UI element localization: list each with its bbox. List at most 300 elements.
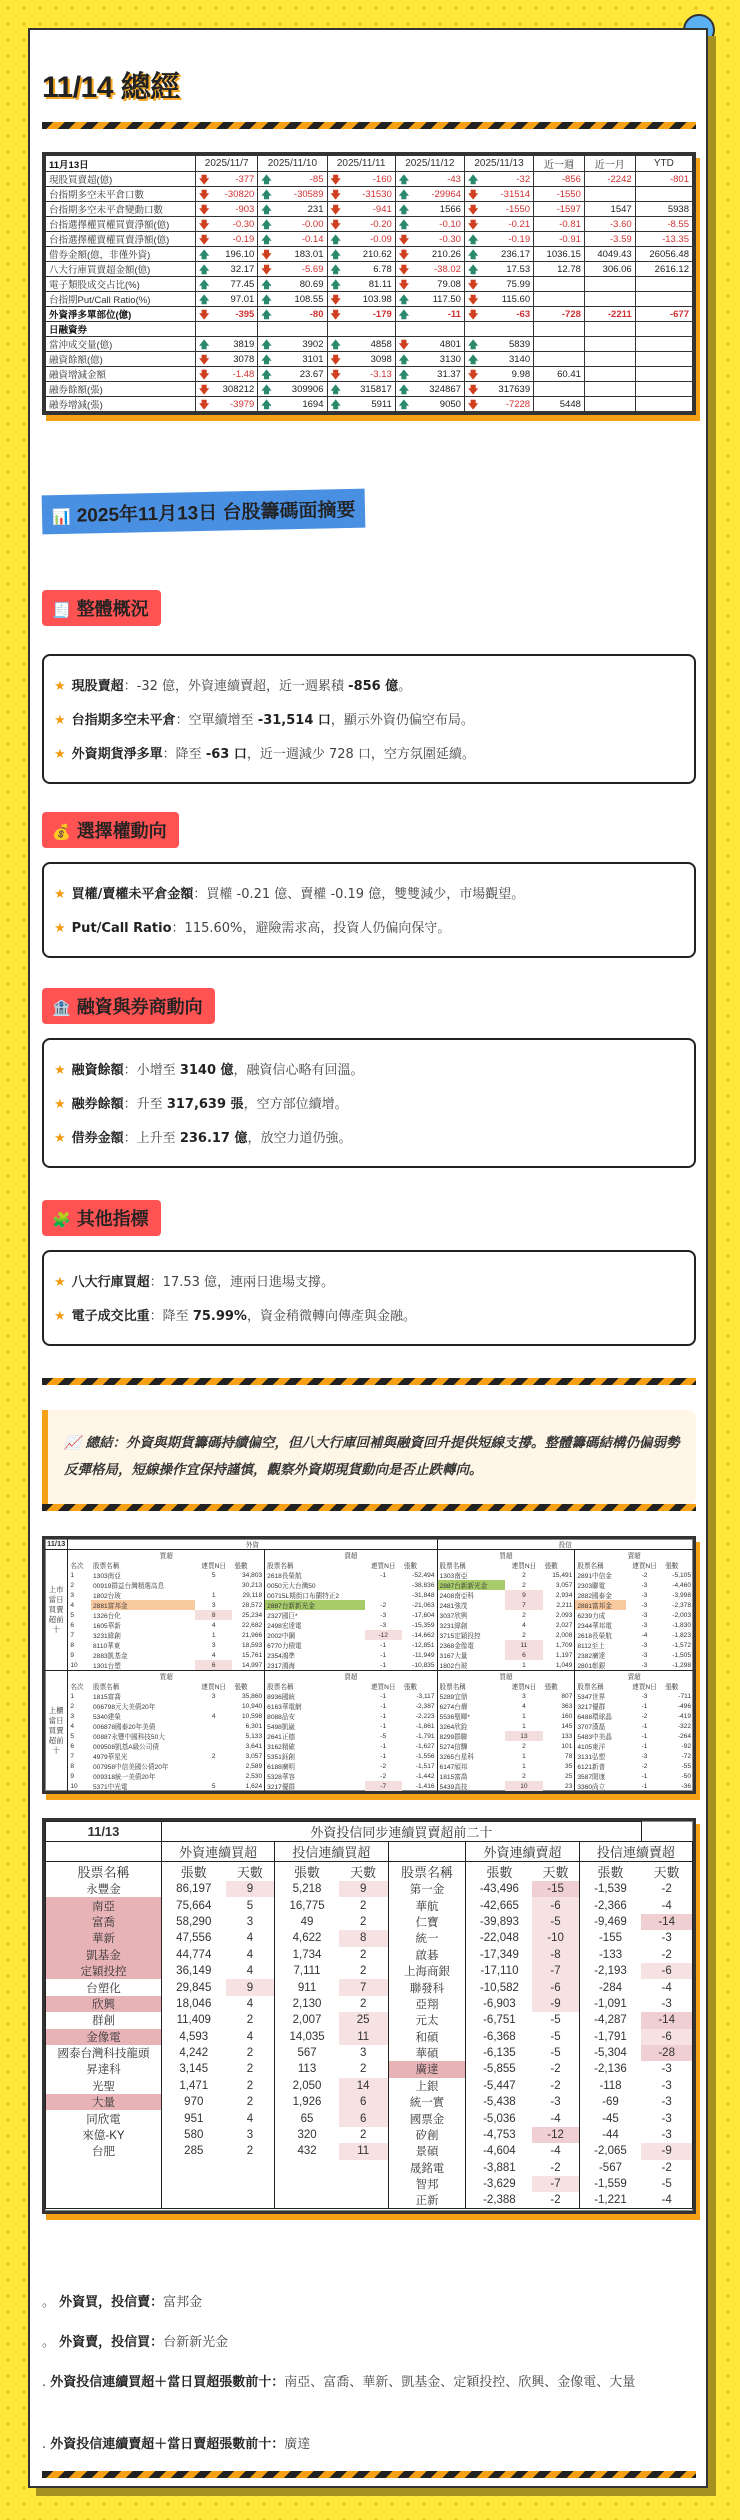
week-cell xyxy=(534,277,585,292)
value-cell: 🡅 6.78 xyxy=(327,262,395,277)
star-icon: ★ xyxy=(54,1097,66,1112)
arrow-up-icon: 🡅 xyxy=(330,280,341,291)
arrow-up-icon: 🡅 xyxy=(330,340,341,351)
arrow-up-icon: 🡅 xyxy=(330,235,341,246)
table-row: 南亞 75,664 5 16,775 2 華航 -42,665 -6 -2,366 -4 xyxy=(46,1897,693,1913)
arrow-down-icon: 🡇 xyxy=(467,370,479,381)
value-cell: 🡇 -31514 xyxy=(464,187,533,202)
month-cell: -3.59 xyxy=(584,232,635,247)
table-row: 6 009508凱基A級公司債 3,641 3162精確 -1 -1,627 5274信驊 2 101 4105東洋 -1 -92 xyxy=(70,1742,691,1751)
value-cell: 🡇 103.98 xyxy=(327,292,395,307)
value-cell: 🡇 -5.69 xyxy=(258,262,327,277)
section-header: 💰 選擇權動向 xyxy=(42,812,179,848)
bullet-item: ★ 電子成交比重：降至 75.99%，資金稍微轉向傳產與金融。 xyxy=(54,1309,416,1324)
value-cell: 🡇 -1550 xyxy=(464,202,533,217)
table-row: 4 006878國泰20年美債 6,301 5498凱崴 -1 -1,861 3264欣銓 1 145 3707漢磊 -1 -322 xyxy=(70,1722,691,1731)
arrow-up-icon: 🡅 xyxy=(261,370,272,381)
value-cell: 🡅 309906 xyxy=(258,382,327,397)
row-label: 融資餘額(億) xyxy=(46,352,196,367)
arrow-down-icon: 🡇 xyxy=(199,370,210,381)
table-row: 6 1605華新 4 22,682 2498宏達電 -3 -15,359 3231緯創 4 2,027 2344華邦電 -3 -1,830 xyxy=(70,1621,691,1630)
week-cell: 12.78 xyxy=(534,262,585,277)
month-cell: -3.60 xyxy=(584,217,635,232)
arrow-up-icon: 🡅 xyxy=(398,400,410,411)
arrow-down-icon: 🡇 xyxy=(261,250,272,261)
table-row: 3 5340建榮 4 10,598 8088品安 -1 -2,223 5536聖暉* 1 160 6488環球晶 -2 -419 xyxy=(70,1712,691,1721)
ytd-cell xyxy=(635,367,692,382)
month-cell: 306.06 xyxy=(584,262,635,277)
value-cell: 🡅 5911 xyxy=(327,397,395,412)
value-cell: 🡇 -31530 xyxy=(327,187,395,202)
value-cell: 🡅 3819 xyxy=(196,337,258,352)
table-row xyxy=(46,382,693,397)
arrow-down-icon: 🡇 xyxy=(261,265,272,276)
table-row: 4 2881富邦金 3 28,572 2887台新新光金 -2 -21,063 2481強茂 7 2,211 2881富邦金 -3 -2,378 xyxy=(70,1601,691,1610)
table-row xyxy=(46,292,693,307)
bullet-item: ★ 現股賣超：-32 億，外資連續賣超，近一週累積 -856 億。 xyxy=(54,679,412,694)
star-icon: ★ xyxy=(54,1275,66,1290)
value-cell: 🡇 -0.21 xyxy=(464,217,533,232)
table-row: 5 1326台化 8 25,234 2327國巨* -3 -17,604 3037欣興 2 2,093 6239力成 -3 -2,003 xyxy=(70,1611,691,1620)
value-cell: 🡅 3101 xyxy=(258,352,327,367)
month-cell xyxy=(584,382,635,397)
value-cell: 🡅 -0.09 xyxy=(327,232,395,247)
table-row: 7 4979華星光 2 3,057 5351鈺創 -1 -1,556 3265台星科 1 78 3131弘塑 -3 -72 xyxy=(70,1752,691,1761)
row-label: 現股買賣超(億) xyxy=(46,172,196,187)
star-icon: ★ xyxy=(54,1131,66,1146)
week-cell xyxy=(534,352,585,367)
table-row: 8 007958中信美國公債20年 2,589 6188廣明 -2 -1,517 6147頎邦 1 35 6121新普 -2 -55 xyxy=(70,1762,691,1771)
arrow-up-icon: 🡅 xyxy=(261,310,272,321)
value-cell: 🡇 -160 xyxy=(327,172,395,187)
arrow-down-icon: 🡇 xyxy=(330,175,341,186)
value-cell: 🡅 3130 xyxy=(395,352,464,367)
bullet-item: ★ 借券金額：上升至 236.17 億，放空力道仍強。 xyxy=(54,1131,352,1146)
ytd-cell xyxy=(635,352,692,367)
table-row xyxy=(46,322,693,337)
row-label: 台指期多空未平倉口數 xyxy=(46,187,196,202)
table-row: 同欣電 951 4 65 6 國票金 -5,036 -4 -45 -3 xyxy=(46,2110,693,2126)
arrow-up-icon: 🡅 xyxy=(261,280,272,291)
ytd-cell xyxy=(635,187,692,202)
value-cell xyxy=(196,322,258,337)
value-cell: 🡇 -179 xyxy=(327,307,395,322)
value-cell: 🡅 23.67 xyxy=(258,367,327,382)
ranking-table: 11/13 外資 投信 上市當日買賣超前十 買超 賣超 買超 賣超 名次 股票名稱 連買N日 張數 股票名稱 連買N日 張數 股票名稱 連買N日 張數 股票名稱 連買N日 張數 1 1303南亞 5 34,803 2618長榮航 -1 -52,494 1303南亞 2 15,491 2891中信金 -2 -5,105 2 00919群益台灣精選高息 30,213 0050元大台灣50 -38,836 2887台新新光金 2 3,057 2303聯電 -3 -4,460 3 1802台玻 1 29,118 00715L期街口布蘭特正2 -31,848 2408南亞科 9 2,934 2882國泰金 -3 -3,998 4 2881富邦金 3 28,572 2887台新新光金 -2 -21,063 2481強茂 7 2,211 2881富邦金 -3 -2,378 5 1326台化 8 25,234 2327國巨* -3 -17,604 3037欣興 2 2,093 6239力成 -3 -2,003 6 1605華新 4 22,682 2498宏達電 -3 -15,359 3231緯創 4 2,027 2344華邦電 -3 -1,830 7 3231緯創 1 21,966 2002中鋼 -12 -14,662 3715定穎投控 2 2,008 2618長榮航 -4 -1,823 8 8110華東 3 18,593 6770力積電 -1 -12,851 2368金像電 11 1,709 8112至上 -3 -1,572 9 2883凱基金 4 15,761 2354鴻準 -1 -11,949 3167大量 6 1,197 2382廣達 -3 -1,505 10 1301台塑 6 14,997 2317鴻海 -1 -10,835 1802台玻 1 1,049 2801彰銀 -3 -1,298 上櫃當日買賣超前十 買超 賣超 買超 賣超 名次 股票名稱 連買N日 張數 股票名稱 連買N日 張數 股票名稱 連買N日 張數 股票名稱 連買N日 張數 1 1815富喬 3 35,860 8936國統 -1 -3,117 5289宜鼎 3 807 5347世界 -3 -711 2 006798元大美債20年 10,940 6163華電網 -1 -2,387 6274台燿 4 363 3217優群 -1 -496 3 5340建榮 4 10,598 8088品安 -1 -2,223 5536聖暉* 1 160 6488環球晶 -2 -419 4 006878國泰20年美債 6,301 5498凱崴 -1 -1,861 3264欣銓 1 145 3707漢磊 -1 -322 5 00887永豐中國科技50大 5,133 2641正德 -5 -1,791 8299群聯 13 133 5483中美晶 -1 -264 6 009508凱基A級公司債 3,641 3162精確 -1 -1,627 5274信驊 2 101 4105東洋 -1 -92 7 4979華星光 2 3,057 5351鈺創 -1 -1,556 3265台星科 1 78 3131弘塑 -3 -72 8 007958中信美國公債20年 2,589 6188廣明 -2 -1,517 6147頎邦 1 35 6121新普 -2 -55 9 009318統一美債20年 2,530 5328華容 -2 -1,442 1815富喬 2 25 3587閎康 -1 -50 10 5371中光電 5 1,624 3217優群 -7 -1,416 5439高技 10 23 3360尚立 -1 -36 xyxy=(47,1539,691,1791)
value-cell: 🡅 -80 xyxy=(258,307,327,322)
value-cell: 🡅 236.17 xyxy=(464,247,533,262)
table-row: 10 5371中光電 5 1,624 3217優群 -7 -1,416 5439高技 10 23 3360尚立 -1 -36 xyxy=(70,1782,691,1791)
section-header: 🧩 其他指標 xyxy=(42,1200,161,1236)
arrow-up-icon: 🡅 xyxy=(467,340,479,351)
arrow-down-icon: 🡇 xyxy=(398,280,410,291)
value-cell: 🡇 9.98 xyxy=(464,367,533,382)
value-cell: 🡅 117.50 xyxy=(395,292,464,307)
star-icon: ★ xyxy=(54,1063,66,1078)
arrow-down-icon: 🡇 xyxy=(199,310,210,321)
table-row: 3 1802台玻 1 29,118 00715L期街口布蘭特正2 -31,848 2408南亞科 9 2,934 2882國泰金 -3 -3,998 xyxy=(70,1591,691,1600)
row-label: 電子類股成交占比(%) xyxy=(46,277,196,292)
value-cell: 🡇 -395 xyxy=(196,307,258,322)
table-row: 凱基金 44,774 4 1,734 2 啟碁 -17,349 -8 -133 -2 xyxy=(46,1947,693,1963)
hazard-divider xyxy=(42,1378,696,1385)
ytd-cell: -801 xyxy=(635,172,692,187)
arrow-down-icon: 🡇 xyxy=(398,340,410,351)
ranking-table-image xyxy=(42,1536,696,1794)
value-cell: 🡅 -30589 xyxy=(258,187,327,202)
bullet-item: ★ 外資期貨淨多單：降至 -63 口，近一週減少 728 口，空方氛圍延續。 xyxy=(54,747,475,762)
table-row xyxy=(46,217,693,232)
macro-table-image xyxy=(42,152,696,415)
ytd-cell: -677 xyxy=(635,307,692,322)
week-cell: 1036.15 xyxy=(534,247,585,262)
value-cell: 🡅 1566 xyxy=(395,202,464,217)
value-cell: 🡇 -3.13 xyxy=(327,367,395,382)
arrow-up-icon: 🡅 xyxy=(199,280,210,291)
value-cell xyxy=(464,322,533,337)
bullet-item: ★ 八大行庫買超：17.53 億，連兩日進場支撐。 xyxy=(54,1275,335,1290)
table-row: 台肥 285 2 432 11 景碩 -4,604 -4 -2,065 -9 xyxy=(46,2143,693,2159)
ytd-cell xyxy=(635,337,692,352)
value-cell: 🡅 -0.10 xyxy=(395,217,464,232)
arrow-up-icon: 🡅 xyxy=(467,250,479,261)
table-row: 9 2883凱基金 4 15,761 2354鴻準 -1 -11,949 3167大量 6 1,197 2382廣達 -3 -1,505 xyxy=(70,1651,691,1660)
star-icon: ★ xyxy=(54,713,66,728)
sync-table: 11/13 外資投信同步連續買賣超前二十 外資連續買超 投信連續買超 外資連續賣超 投信連續賣超 股票名稱 張數 天數 張數 天數 股票名稱 張數 天數 張數 天數 永豐金 86,197 9 5,218 9 第一金 -43,496 -15 -1,539 -2 南亞 75,664 5 16,775 2 華航 -42,665 -6 -2,366 -4 富喬 58,290 3 49 2 仁寶 -39,893 -5 -9,469 -14 華新 47,556 4 4,622 8 統一 -22,048 -10 -155 -3 凱基金 44,774 4 1,734 2 啟碁 -17,349 -8 -133 -2 定穎投控 36,149 4 7,111 2 上海商銀 -17,110 -7 -2,193 -6 台塑化 29,845 9 911 7 聯發科 -10,582 -6 -284 -4 欣興 18,046 4 2,130 2 亞翔 -6,903 -9 -1,091 -3 群創 11,409 2 2,007 25 元太 -6,751 -5 -4,287 -14 金像電 4,593 4 14,035 11 和碩 -6,368 -5 -1,791 -6 國泰台灣科技龍頭 4,242 2 567 3 華碩 -6,135 -5 -5,304 -28 昇達科 3,145 2 113 2 廣達 -5,855 -2 -2,136 -3 光聖 1,471 2 2,050 14 上銀 -5,447 -2 -118 -3 大量 970 2 1,926 6 統一實 -5,438 -3 -69 -3 同欣電 951 4 65 6 國票金 -5,036 -4 -45 -3 來億-KY 580 3 320 2 矽創 -4,753 -12 -44 -3 台肥 285 2 432 11 景碩 -4,604 -4 -2,065 -9 晟銘電 -3,881 -2 -567 -2 智邦 -3,629 -7 -1,559 -5 正新 -2,388 -2 -1,221 -4 xyxy=(45,1821,693,2211)
month-cell xyxy=(584,352,635,367)
star-icon: ★ xyxy=(54,921,66,936)
value-cell: 🡅 97.01 xyxy=(196,292,258,307)
table-row xyxy=(46,172,693,187)
table-row: 1 1303南亞 5 34,803 2618長榮航 -1 -52,494 1303南亞 2 15,491 2891中信金 -2 -5,105 xyxy=(70,1571,691,1580)
column-header: YTD xyxy=(635,156,692,172)
money-bag-icon: 💰 xyxy=(52,824,71,841)
value-cell: 🡅 1694 xyxy=(258,397,327,412)
arrow-down-icon: 🡇 xyxy=(330,205,341,216)
arrow-up-icon: 🡅 xyxy=(261,385,272,396)
arrow-up-icon: 🡅 xyxy=(261,220,272,231)
value-cell: 🡅 9050 xyxy=(395,397,464,412)
ytd-cell: -13.35 xyxy=(635,232,692,247)
section-box xyxy=(42,862,696,958)
value-cell: 🡅 -0.00 xyxy=(258,217,327,232)
ytd-cell: -8.55 xyxy=(635,217,692,232)
arrow-down-icon: 🡇 xyxy=(330,310,341,321)
content-card xyxy=(28,28,708,2488)
arrow-up-icon: 🡅 xyxy=(467,355,479,366)
star-icon: ★ xyxy=(54,887,66,902)
value-cell: 🡅 3140 xyxy=(464,352,533,367)
value-cell: 🡇 308212 xyxy=(196,382,258,397)
table-row: 晟銘電 -3,881 -2 -567 -2 xyxy=(46,2160,693,2176)
table-row xyxy=(46,247,693,262)
value-cell: 🡅 77.45 xyxy=(196,277,258,292)
row-label: 台指選擇權賣權買賣淨額(億) xyxy=(46,232,196,247)
hazard-divider xyxy=(42,2471,696,2478)
value-cell: 🡅 17.53 xyxy=(464,262,533,277)
arrow-down-icon: 🡇 xyxy=(398,250,410,261)
arrow-down-icon: 🡇 xyxy=(199,235,210,246)
table-row: 台塑化 29,845 9 911 7 聯發科 -10,582 -6 -284 -4 xyxy=(46,1979,693,1995)
receipt-icon: 🧾 xyxy=(52,602,71,619)
table-row: 5 00887永豐中國科技50大 5,133 2641正德 -5 -1,791 8299群聯 13 133 5483中美晶 -1 -264 xyxy=(70,1732,691,1741)
month-cell: -2242 xyxy=(584,172,635,187)
arrow-up-icon: 🡅 xyxy=(261,295,272,306)
arrow-down-icon: 🡇 xyxy=(467,220,479,231)
column-header: 2025/11/13 xyxy=(464,156,533,172)
table-row: 定穎投控 36,149 4 7,111 2 上海商銀 -17,110 -7 -2,193 -6 xyxy=(46,1963,693,1979)
column-header: 11月13日 xyxy=(46,156,196,172)
row-label: 台指期Put/Call Ratio(%) xyxy=(46,292,196,307)
arrow-up-icon: 🡅 xyxy=(398,355,410,366)
value-cell: 🡅 196.10 xyxy=(196,247,258,262)
row-label: 融券增減(張) xyxy=(46,397,196,412)
arrow-down-icon: 🡇 xyxy=(199,385,210,396)
arrow-up-icon: 🡅 xyxy=(261,175,272,186)
table-row: 來億-KY 580 3 320 2 矽創 -4,753 -12 -44 -3 xyxy=(46,2127,693,2143)
arrow-down-icon: 🡇 xyxy=(467,385,479,396)
arrow-up-icon: 🡅 xyxy=(261,235,272,246)
arrow-down-icon: 🡇 xyxy=(467,280,479,291)
value-cell: 🡅 31.37 xyxy=(395,367,464,382)
section-box xyxy=(42,1250,696,1346)
table-row xyxy=(46,307,693,322)
value-cell: 🡅 -29964 xyxy=(395,187,464,202)
month-cell xyxy=(584,397,635,412)
bullet-item: ★ 台指期多空未平倉：空單續增至 -31,514 口，顯示外資仍偏空布局。 xyxy=(54,713,474,728)
value-cell: 🡇 75.99 xyxy=(464,277,533,292)
week-cell xyxy=(534,382,585,397)
section-header: 🧾 整體概況 xyxy=(42,590,161,626)
week-cell: 5448 xyxy=(534,397,585,412)
arrow-up-icon: 🡅 xyxy=(330,400,341,411)
arrow-up-icon: 🡅 xyxy=(261,190,272,201)
arrow-down-icon: 🡇 xyxy=(199,205,210,216)
value-cell: 🡅 -85 xyxy=(258,172,327,187)
value-cell: 🡅 315817 xyxy=(327,382,395,397)
arrow-down-icon: 🡇 xyxy=(199,400,210,411)
table-row: 昇達科 3,145 2 113 2 廣達 -5,855 -2 -2,136 -3 xyxy=(46,2061,693,2077)
value-cell: 🡇 -3979 xyxy=(196,397,258,412)
table-row: 9 009318統一美債20年 2,530 5328華容 -2 -1,442 1815富喬 2 25 3587閎康 -1 -50 xyxy=(70,1772,691,1781)
value-cell: 🡇 -377 xyxy=(196,172,258,187)
page-title: 11/14 總經 xyxy=(42,71,180,104)
table-row: 華新 47,556 4 4,622 8 統一 -22,048 -10 -155 -3 xyxy=(46,1930,693,1946)
note-item: 。 外資買，投信賣：富邦金 xyxy=(42,2295,203,2310)
arrow-up-icon: 🡅 xyxy=(261,340,272,351)
value-cell: 🡇 3078 xyxy=(196,352,258,367)
column-header: 近一月 xyxy=(584,156,635,172)
month-cell xyxy=(584,367,635,382)
table-row: 8 8110華東 3 18,593 6770力積電 -1 -12,851 2368金像電 11 1,709 8112至上 -3 -1,572 xyxy=(70,1641,691,1650)
arrow-up-icon: 🡅 xyxy=(398,385,410,396)
value-cell: 🡇 -903 xyxy=(196,202,258,217)
table-row: 智邦 -3,629 -7 -1,559 -5 xyxy=(46,2176,693,2192)
trend-chart-icon: 📈 xyxy=(64,1435,86,1451)
week-cell: -1550 xyxy=(534,187,585,202)
arrow-down-icon: 🡇 xyxy=(398,235,410,246)
table-row xyxy=(46,262,693,277)
arrow-down-icon: 🡇 xyxy=(199,355,210,366)
row-label: 八大行庫買賣超金額(億) xyxy=(46,262,196,277)
arrow-down-icon: 🡇 xyxy=(467,310,479,321)
arrow-up-icon: 🡅 xyxy=(398,220,410,231)
month-cell xyxy=(584,277,635,292)
sync-table-image xyxy=(42,1818,696,2214)
arrow-up-icon: 🡅 xyxy=(398,190,410,201)
ytd-cell xyxy=(635,322,692,337)
value-cell: 🡅 -0.14 xyxy=(258,232,327,247)
table-row xyxy=(46,232,693,247)
table-row xyxy=(46,337,693,352)
arrow-down-icon: 🡇 xyxy=(330,220,341,231)
section-header: 🏦 融資與券商動向 xyxy=(42,988,215,1024)
table-row: 1 1815富喬 3 35,860 8936國統 -1 -3,117 5289宜鼎 3 807 5347世界 -3 -711 xyxy=(70,1692,691,1701)
arrow-down-icon: 🡇 xyxy=(330,295,341,306)
ytd-cell xyxy=(635,397,692,412)
arrow-up-icon: 🡅 xyxy=(199,265,210,276)
puzzle-icon: 🧩 xyxy=(52,1212,71,1229)
table-row xyxy=(46,202,693,217)
arrow-down-icon: 🡇 xyxy=(330,355,341,366)
value-cell: 🡅 80.69 xyxy=(258,277,327,292)
value-cell: 🡇 3098 xyxy=(327,352,395,367)
row-label: 融資增減金額 xyxy=(46,367,196,382)
arrow-down-icon: 🡇 xyxy=(330,190,341,201)
column-header: 2025/11/10 xyxy=(258,156,327,172)
week-cell: -856 xyxy=(534,172,585,187)
row-label: 融券餘額(張) xyxy=(46,382,196,397)
value-cell: 🡅 3902 xyxy=(258,337,327,352)
value-cell: 🡇 317639 xyxy=(464,382,533,397)
table-row: 正新 -2,388 -2 -1,221 -4 xyxy=(46,2192,693,2209)
ytd-cell xyxy=(635,382,692,397)
month-cell xyxy=(584,187,635,202)
table-row xyxy=(46,397,693,412)
value-cell: 🡇 4801 xyxy=(395,337,464,352)
table-row: 國泰台灣科技龍頭 4,242 2 567 3 華碩 -6,135 -5 -5,304 -28 xyxy=(46,2045,693,2061)
table-row: 2 006798元大美債20年 10,940 6163華電網 -1 -2,387 6274台燿 4 363 3217優群 -1 -496 xyxy=(70,1702,691,1711)
value-cell: 🡇 -1.48 xyxy=(196,367,258,382)
month-cell: 1547 xyxy=(584,202,635,217)
value-cell: 🡅 210.62 xyxy=(327,247,395,262)
month-cell xyxy=(584,322,635,337)
row-label: 台指期多空未平倉變動口數 xyxy=(46,202,196,217)
arrow-down-icon: 🡇 xyxy=(330,370,341,381)
table-row: 欣興 18,046 4 2,130 2 亞翔 -6,903 -9 -1,091 -3 xyxy=(46,1996,693,2012)
value-cell: 🡇 -7228 xyxy=(464,397,533,412)
arrow-down-icon: 🡇 xyxy=(467,295,479,306)
section-box xyxy=(42,654,696,784)
arrow-up-icon: 🡅 xyxy=(261,355,272,366)
value-cell xyxy=(327,322,395,337)
column-header: 2025/11/11 xyxy=(327,156,395,172)
arrow-up-icon: 🡅 xyxy=(467,265,479,276)
table-row: 金像電 4,593 4 14,035 11 和碩 -6,368 -5 -1,791 -6 xyxy=(46,2029,693,2045)
table-row xyxy=(46,367,693,382)
value-cell: 🡇 -0.19 xyxy=(196,232,258,247)
arrow-up-icon: 🡅 xyxy=(330,265,341,276)
table-row: 7 3231緯創 1 21,966 2002中鋼 -12 -14,662 3715定穎投控 2 2,008 2618長榮航 -4 -1,823 xyxy=(70,1631,691,1640)
week-cell xyxy=(534,322,585,337)
bullet-item: ★ 買權/賣權未平倉金額：買權 -0.21 億、賣權 -0.19 億，雙雙減少，市場觀望。 xyxy=(54,887,525,902)
value-cell: 🡅 -32 xyxy=(464,172,533,187)
arrow-up-icon: 🡅 xyxy=(199,295,210,306)
arrow-up-icon: 🡅 xyxy=(398,295,410,306)
arrow-up-icon: 🡅 xyxy=(398,310,410,321)
value-cell: 🡅 -0.19 xyxy=(464,232,533,247)
row-label: 日融資券 xyxy=(46,322,196,337)
value-cell: 🡅 4858 xyxy=(327,337,395,352)
ytd-cell: 2616.12 xyxy=(635,262,692,277)
value-cell: 🡅 -43 xyxy=(395,172,464,187)
table-row xyxy=(46,352,693,367)
value-cell: 🡇 -0.20 xyxy=(327,217,395,232)
arrow-up-icon: 🡅 xyxy=(330,250,341,261)
bullet-item: ★ Put/Call Ratio：115.60%，避險需求高，投資人仍偏向保守。 xyxy=(54,921,451,936)
value-cell: 🡇 115.60 xyxy=(464,292,533,307)
star-icon: ★ xyxy=(54,679,66,694)
arrow-down-icon: 🡇 xyxy=(199,220,210,231)
note-item: . 外資投信連續買超＋當日買超張數前十：南亞、富喬、華新、凱基金、定穎投控、欣興、金像電、大量 xyxy=(42,2375,636,2390)
arrow-up-icon: 🡅 xyxy=(467,175,479,186)
note-item: 。 外資賣，投信買：台新新光金 xyxy=(42,2335,229,2350)
table-row xyxy=(46,277,693,292)
value-cell: 🡇 -63 xyxy=(464,307,533,322)
value-cell: 🡅 108.55 xyxy=(258,292,327,307)
value-cell: 🡇 -30820 xyxy=(196,187,258,202)
table-row: 10 1301台塑 6 14,997 2317鴻海 -1 -10,835 1802台玻 1 1,049 2801彰銀 -3 -1,298 xyxy=(70,1661,691,1670)
ytd-cell: 26056.48 xyxy=(635,247,692,262)
table-row: 大量 970 2 1,926 6 統一實 -5,438 -3 -69 -3 xyxy=(46,2094,693,2110)
arrow-up-icon: 🡅 xyxy=(398,205,410,216)
arrow-up-icon: 🡅 xyxy=(398,370,410,381)
bank-icon: 🏦 xyxy=(52,1000,71,1017)
value-cell: 🡇 79.08 xyxy=(395,277,464,292)
table-row: 富喬 58,290 3 49 2 仁寶 -39,893 -5 -9,469 -14 xyxy=(46,1914,693,1930)
value-cell: 🡅 324867 xyxy=(395,382,464,397)
bullet-item: ★ 融資餘額：小增至 3140 億，融資信心略有回溫。 xyxy=(54,1063,364,1078)
value-cell xyxy=(258,322,327,337)
month-cell: -2211 xyxy=(584,307,635,322)
month-cell xyxy=(584,292,635,307)
ytd-cell: 5938 xyxy=(635,202,692,217)
arrow-up-icon: 🡅 xyxy=(199,250,210,261)
ytd-cell xyxy=(635,277,692,292)
table-row xyxy=(46,187,693,202)
value-cell: 🡇 -0.30 xyxy=(395,232,464,247)
week-cell: -1597 xyxy=(534,202,585,217)
week-cell xyxy=(534,337,585,352)
bar-chart-icon: 📊 xyxy=(51,508,71,527)
column-header: 近一週 xyxy=(534,156,585,172)
value-cell: 🡅 -11 xyxy=(395,307,464,322)
star-icon: ★ xyxy=(54,747,66,762)
conclusion-box: 📈 總結：外資與期貨籌碼持續偏空，但八大行庫回補與融資回升提供短線支撐。整體籌碼結構仍偏弱勢反彈格局，短線操作宜保持謹慎，觀察外資期現貨動向是否止跌轉向。 xyxy=(42,1410,696,1504)
value-cell: 🡇 183.01 xyxy=(258,247,327,262)
value-cell: 🡅 32.17 xyxy=(196,262,258,277)
star-icon: ★ xyxy=(54,1309,66,1324)
note-item: . 外資投信連續賣超＋當日賣超張數前十：廣達 xyxy=(42,2437,311,2452)
row-label: 借券金額(億，非僅外資) xyxy=(46,247,196,262)
arrow-up-icon: 🡅 xyxy=(398,175,410,186)
arrow-down-icon: 🡇 xyxy=(199,190,210,201)
section-box xyxy=(42,1038,696,1168)
week-cell: 60.41 xyxy=(534,367,585,382)
week-cell: -0.91 xyxy=(534,232,585,247)
column-header: 2025/11/7 xyxy=(196,156,258,172)
arrow-up-icon: 🡅 xyxy=(199,340,210,351)
